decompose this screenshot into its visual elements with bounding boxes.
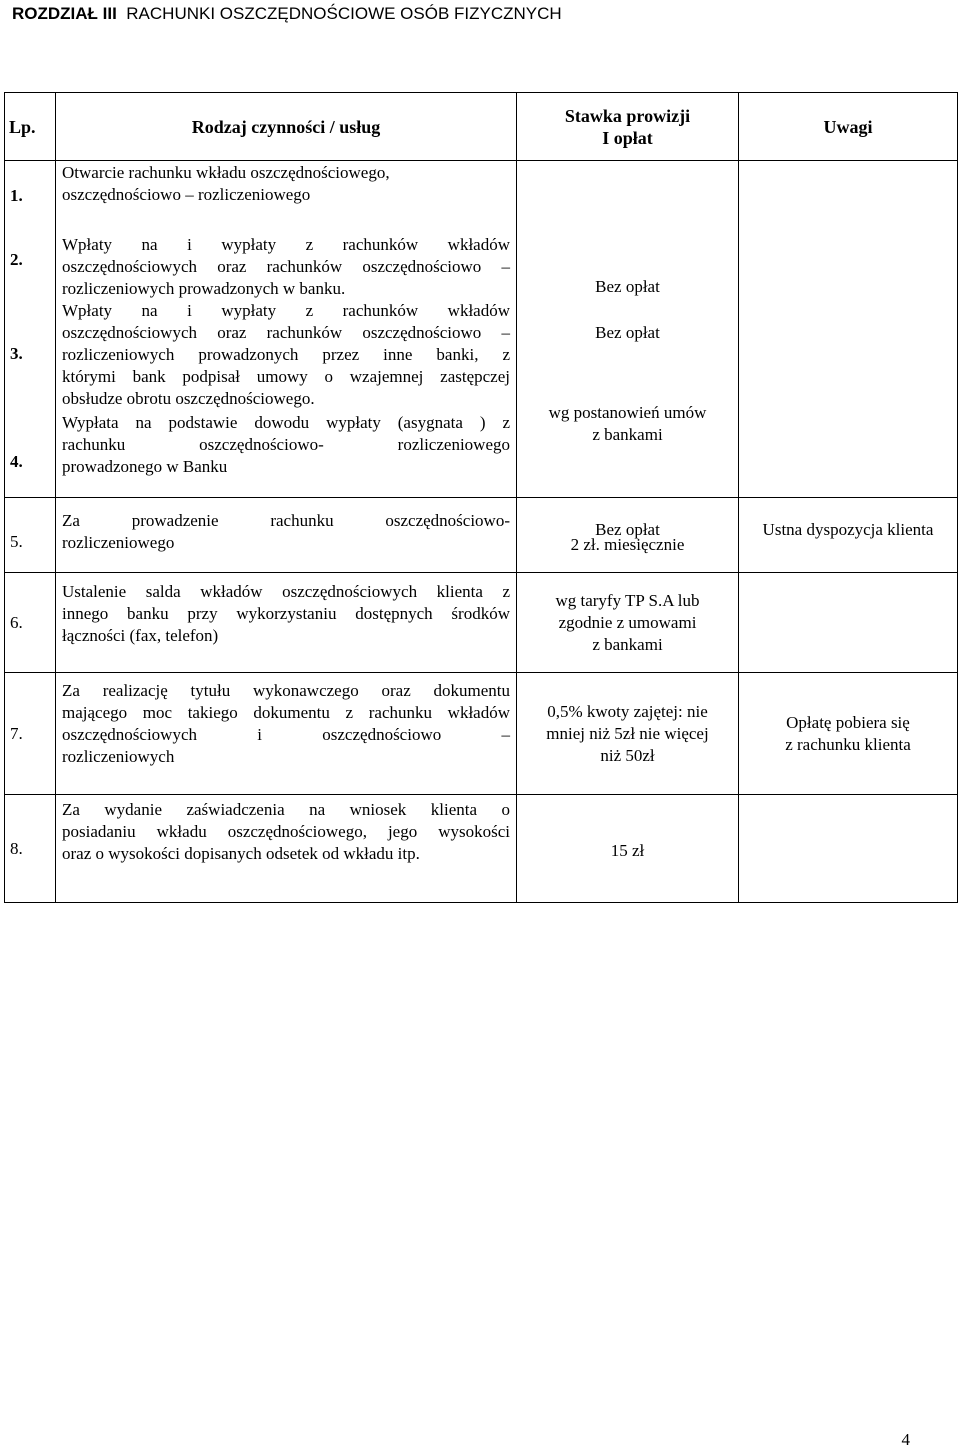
row-2-desc-line: rozliczeniowych prowadzonych w banku. <box>62 279 346 298</box>
row-4-stawka: Bez opłat <box>595 520 660 539</box>
row-6-stawka-line: wg taryfy TP S.A lub <box>555 590 700 610</box>
row-7-desc-line: mającego moc takiego dokumentu z rachunku wkładów <box>62 703 510 722</box>
row-8-uwagi <box>739 795 958 903</box>
row-3-desc-line: Wpłaty na i wypłaty z rachunków wkładów <box>62 301 510 320</box>
row-7-uwagi-line: z rachunku klienta <box>785 734 911 754</box>
table-row-6 <box>5 573 958 673</box>
row-7-uwagi <box>739 673 958 795</box>
row-5-desc-line: rozliczeniowego <box>62 533 175 552</box>
row-3-desc-line: oszczędnościowych oraz rachunków oszczędnościowo – <box>62 323 510 342</box>
row-8-desc <box>56 795 517 903</box>
row-4-desc-line: rachunku oszczędnościowo- rozliczeniowego <box>62 435 510 454</box>
row-6-uwagi <box>739 573 958 673</box>
lp-cell-1-4 <box>5 161 56 498</box>
row-7-stawka-line: niż 50zł <box>600 745 655 765</box>
row-4-desc-line: prowadzonego w Banku <box>62 457 228 476</box>
row-8-desc-line: posiadaniu wkładu oszczędnościowego, jego wysokości <box>62 822 510 841</box>
row-8-desc-line: oraz o wysokości dopisanych odsetek od wkładu itp. <box>62 844 420 863</box>
chapter-title <box>12 4 562 24</box>
row-8-stawka: 15 zł <box>517 795 739 903</box>
header-uwagi: Uwagi <box>739 93 958 161</box>
row-5-desc-line: Za prowadzenie rachunku oszczędnościowo- <box>62 511 510 530</box>
header-lp: Lp. <box>5 93 56 161</box>
row-1-desc <box>62 162 510 206</box>
row-1-desc-line: Otwarcie rachunku wkładu oszczędnościowego, <box>62 163 390 182</box>
row-7-lp: 7. <box>5 673 56 795</box>
table-header-row <box>5 93 958 161</box>
row-5-desc <box>56 498 517 573</box>
row-6-stawka <box>517 573 739 673</box>
row-7-stawka-line: 0,5% kwoty zajętej: nie <box>547 701 708 721</box>
row-6-desc <box>56 573 517 673</box>
row-3-lp: 3. <box>10 344 23 363</box>
row-5-stawka: 2 zł. miesięcznie <box>517 498 739 573</box>
row-3-desc-line: którymi bank podpisał umowy o wzajemnej zastępczej <box>62 367 510 386</box>
row-8-lp: 8. <box>5 795 56 903</box>
header-rodzaj: Rodzaj czynności / usług <box>56 93 517 161</box>
row-6-desc-line: innego banku przy wykorzystaniu dostępnych środków <box>62 604 510 623</box>
fee-table <box>4 92 958 903</box>
row-7-stawka <box>517 673 739 795</box>
row-2-desc-line: oszczędnościowych oraz rachunków oszczędnościowo – <box>62 257 510 276</box>
row-6-stawka-line: zgodnie z umowami <box>558 612 697 632</box>
table-row-block-1-4 <box>5 161 958 498</box>
row-4-uwagi: Ustna dyspozycja klienta <box>762 520 934 539</box>
row-4-lp: 4. <box>10 452 23 471</box>
header-stawka-line2: I opłat <box>602 127 653 148</box>
row-1-lp: 1. <box>10 186 23 205</box>
table-row-7 <box>5 673 958 795</box>
row-7-desc <box>56 673 517 795</box>
row-1-desc-line: oszczędnościowo – rozliczeniowego <box>62 185 311 204</box>
row-4-desc-line: Wypłata na podstawie dowodu wypłaty (asygnata ) z <box>62 413 510 432</box>
desc-cell-1-4 <box>56 161 517 498</box>
row-7-desc-line: oszczędnościowych i oszczędnościowo – <box>62 725 510 744</box>
chapter-name: RACHUNKI OSZCZĘDNOŚCIOWE OSÓB FIZYCZNYCH <box>126 4 562 23</box>
row-6-lp: 6. <box>5 573 56 673</box>
row-2-desc <box>62 234 510 300</box>
row-2-desc-line: Wpłaty na i wypłaty z rachunków wkładów <box>62 235 510 254</box>
row-4-desc <box>62 412 510 478</box>
row-3-desc-line: obsłudze obrotu oszczędnościowego. <box>62 389 315 408</box>
row-3-desc <box>62 300 510 410</box>
stawka-cell-1-4 <box>517 161 739 539</box>
row-1-stawka: Bez opłat <box>595 277 660 296</box>
header-stawka-line1: Stawka prowizji <box>564 105 691 126</box>
row-7-stawka-line: mniej niż 5zł nie więcej <box>546 723 709 743</box>
row-6-desc-line: Ustalenie salda wkładów oszczędnościowych klienta z <box>62 582 510 601</box>
row-7-desc-line: Za realizację tytułu wykonawczego oraz dokumentu <box>62 681 510 700</box>
uwagi-cell-1-4 <box>739 161 958 539</box>
row-8-desc-line: Za wydanie zaświadczenia na wniosek klienta o <box>62 800 510 819</box>
chapter-label: ROZDZIAŁ III <box>12 4 117 23</box>
row-3-stawka-line2: z bankami <box>592 425 663 444</box>
table-row-8 <box>5 795 958 903</box>
row-2-lp: 2. <box>10 250 23 269</box>
row-3-stawka-line1: wg postanowień umów <box>548 403 707 422</box>
row-7-uwagi-line: Opłatę pobiera się <box>786 712 910 732</box>
row-3-desc-line: rozliczeniowych prowadzonych przez inne banki, z <box>62 345 510 364</box>
page-number: 4 <box>901 1430 910 1449</box>
header-stawka <box>517 93 739 161</box>
row-2-stawka: Bez opłat <box>595 323 660 342</box>
row-6-stawka-line: z bankami <box>592 634 663 654</box>
row-6-desc-line: łączności (fax, telefon) <box>62 626 219 645</box>
row-5-lp: 5. <box>5 498 56 573</box>
row-7-desc-line: rozliczeniowych <box>62 747 175 766</box>
